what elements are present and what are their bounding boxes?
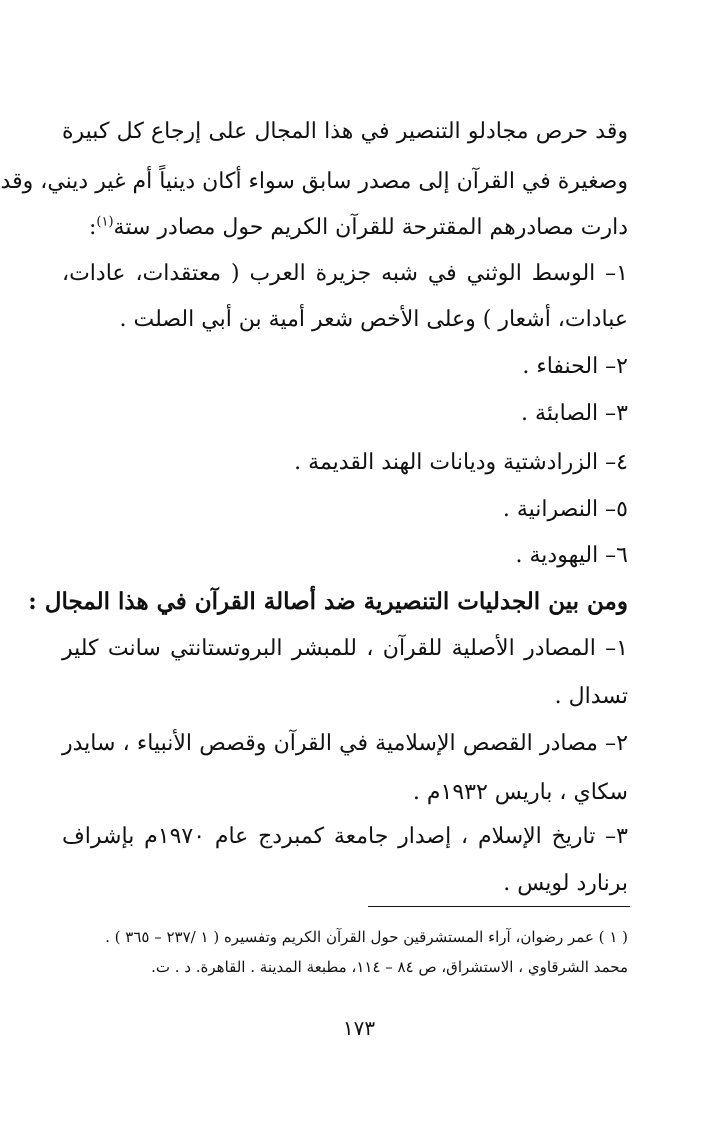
page-number: ١٧٣ <box>342 1016 376 1040</box>
work-item-3-line-2: برنارد لويس . <box>503 871 628 896</box>
work-item-1-line-2: تسدال . <box>554 684 628 709</box>
footnote-separator <box>368 906 630 907</box>
intro-paragraph-line-1: وقد حرص مجادلو التنصير في هذا المجال على إرجاع كل كبيرة <box>62 119 628 144</box>
source-item-2: ٢– الحنفاء . <box>522 354 628 379</box>
intro-paragraph-line-3 <box>62 213 628 243</box>
intro-line-3-colon: : <box>88 215 97 240</box>
footnote-2: محمد الشرقاوي ، الاستشراق، ص ٨٤ – ١١٤، مطبعة المدينة . القاهرة. د . ت. <box>151 958 628 976</box>
source-item-6: ٦– اليهودية . <box>515 543 628 568</box>
work-item-2-line-1: ٢– مصادر القصص الإسلامية في القرآن وقصص الأنبياء ، سايدر <box>62 731 628 756</box>
work-item-3-line-1: ٣– تاريخ الإسلام ، إصدار جامعة كمبردج عام ١٩٧٠م بإشراف <box>62 824 628 849</box>
source-item-4: ٤– الزرادشتية وديانات الهند القديمة . <box>294 450 628 475</box>
work-item-1-line-1: ١– المصادر الأصلية للقرآن ، للمبشر البروتستانتي سانت كلير <box>62 636 628 661</box>
footnote-1: ( ١ ) عمر رضوان، آراء المستشرقين حول القرآن الكريم وتفسيره ( ١ /٢٣٧ – ٣٦٥ ) . <box>105 928 628 946</box>
intro-paragraph-line-2: وصغيرة في القرآن إلى مصدر سابق سواء أكان دينياً أم غير ديني، وقد <box>0 169 628 194</box>
footnote-reference: (١) <box>96 214 114 230</box>
source-item-1-line-2: عبادات، أشعار ) وعلى الأخص شعر أمية بن أبي الصلت . <box>119 307 628 332</box>
work-item-2-line-2: سكاي ، باريس ١٩٣٢م . <box>412 780 628 805</box>
section-heading: ومن بين الجدليات التنصيرية ضد أصالة القرآن في هذا المجال : <box>28 588 628 615</box>
source-item-5: ٥– النصرانية . <box>502 497 628 522</box>
source-item-1-line-1: ١– الوسط الوثني في شبه جزيرة العرب ( معتقدات، عادات، <box>62 261 628 286</box>
source-item-3: ٣– الصابئة . <box>521 401 628 426</box>
intro-line-3-text: دارت مصادرهم المقترحة للقرآن الكريم حول مصادر ستة <box>113 215 628 240</box>
